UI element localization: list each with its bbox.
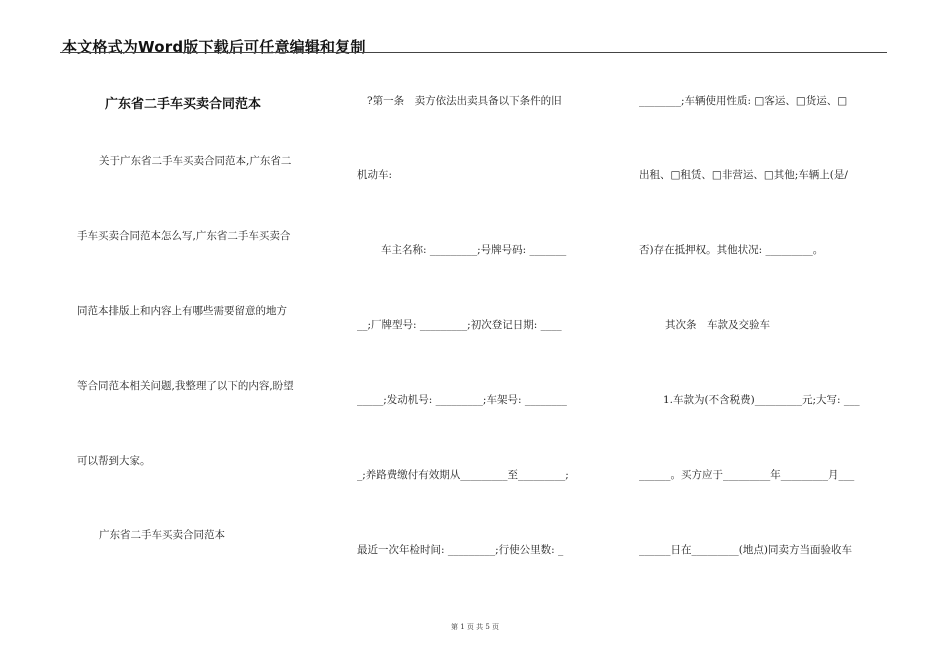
clause-line: ?第一条 卖方依法出卖具备以下条件的旧 [367,95,562,107]
clause-line: 机动车: [357,169,393,181]
text-column-1 [75,0,330,672]
clause-line: 车主名称: _________;号牌号码: _______ [381,244,567,256]
paragraph-line: 同范本排版上和内容上有哪些需要留意的地方 [77,305,287,317]
section-subtitle: 广东省二手车买卖合同范本 [99,529,225,541]
clause-line: 否)存在抵押权。其他状况: _________。 [639,244,824,256]
clause-line: 1.车款为(不含税费)_________元;大写: ___ [663,394,860,406]
paragraph-line: 手车买卖合同范本怎么写,广东省二手车买卖合 [77,230,291,242]
clause-line: ______。买方应于_________年_________月___ [639,469,855,481]
clause-line: 出租、□租赁、□非营运、□其他;车辆上(是/ [639,169,848,181]
text-column-3 [637,0,887,672]
clause-line: ________;车辆使用性质: □客运、□货运、□ [639,95,848,107]
clause-line: ______日在_________(地点)同卖方当面验收车 [639,544,852,556]
clause-heading: 其次条 车款及交验车 [665,319,770,331]
clause-line: _____;发动机号: _________;车架号: ________ [357,394,567,406]
document-title: 广东省二手车买卖合同范本 [105,97,262,112]
text-column-2 [355,0,610,672]
clause-line: 最近一次年检时间: _________;行使公里数: _ [357,544,564,556]
page-number: 第 1 页 共 5 页 [450,623,500,631]
paragraph-line: 等合同范本相关问题,我整理了以下的内容,盼望 [77,380,294,392]
document-notice: 本文格式为Word版下载后可任意编辑和复制 [62,38,366,56]
clause-line: _;养路费缴付有效期从_________至_________; [357,469,569,481]
paragraph-line: 可以帮到大家。 [77,455,151,467]
paragraph-line: 关于广东省二手车买卖合同范本,广东省二 [99,155,292,167]
clause-line: __;厂牌型号: _________;初次登记日期: ____ [357,319,562,331]
